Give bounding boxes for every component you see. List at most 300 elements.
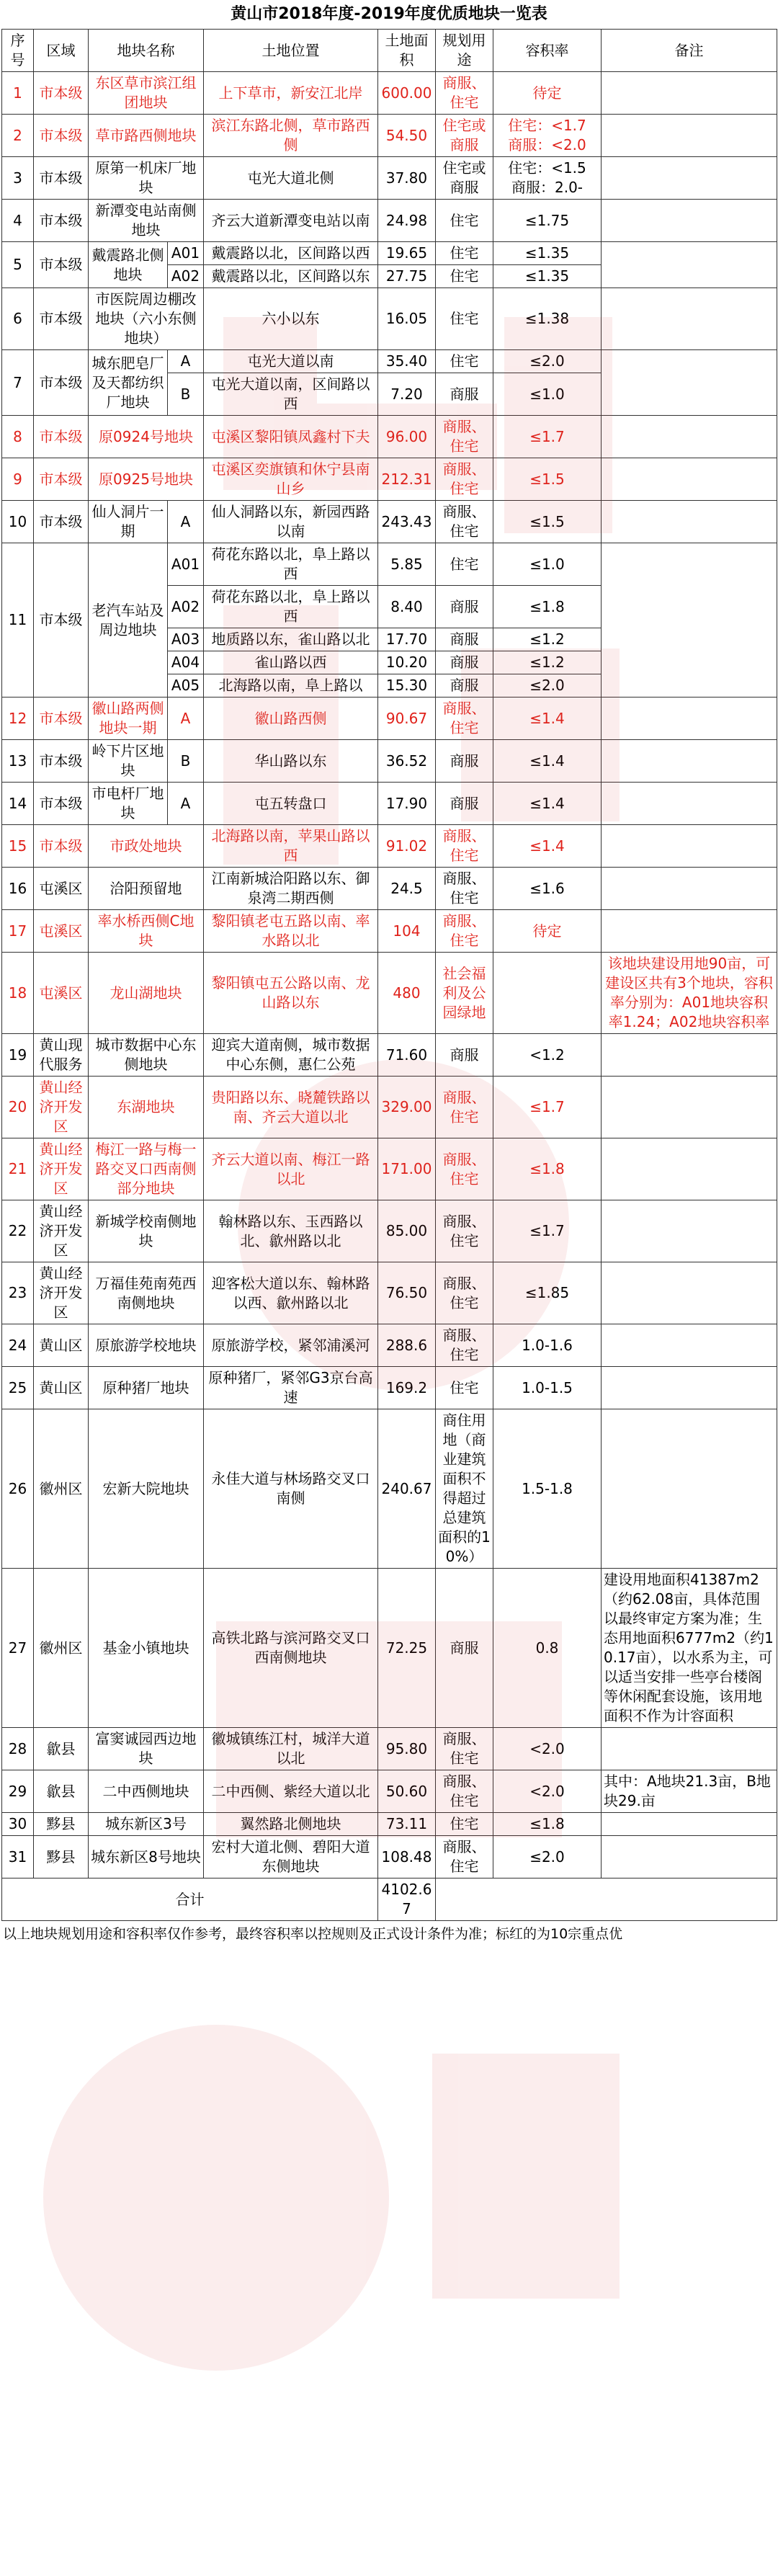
cell-no: 25 — [2, 1367, 34, 1409]
table-row — [2, 1409, 777, 1569]
table-row — [2, 1262, 777, 1324]
cell-size: 91.02 — [378, 825, 436, 868]
cell-location: 黎阳镇老屯五路以南、率水路以北 — [204, 910, 378, 953]
cell-size: 171.00 — [378, 1138, 436, 1200]
cell-location: 高铁北路与滨河路交叉口西南侧地块 — [204, 1569, 378, 1728]
cell-area: 市本级 — [34, 157, 89, 200]
cell-area: 歙县 — [34, 1728, 89, 1770]
cell-area: 市本级 — [34, 288, 89, 350]
cell-use: 商服 — [436, 586, 493, 628]
cell-area: 屯溪区 — [34, 953, 89, 1034]
cell-location: 戴震路以北，区间路以东 — [204, 265, 378, 288]
cell-no: 7 — [2, 350, 34, 416]
cell-size: 288.6 — [378, 1324, 436, 1367]
cell-area: 市本级 — [34, 416, 89, 458]
cell-name: 岭下片区地块 — [89, 740, 168, 783]
cell-sub: B — [168, 740, 204, 783]
col-header: 地块名称 — [89, 30, 204, 72]
cell-name: 梅江一路与梅一路交叉口西南侧部分地块 — [89, 1138, 204, 1200]
footnote: 以上地块规划用途和容积率仅作参考，最终容积率以控规则及正式设计条件为准；标红的为10宗重点优 — [3, 1926, 623, 1942]
cell-far: 0.8 — [493, 1569, 602, 1728]
cell-name: 原种猪厂地块 — [89, 1367, 204, 1409]
cell-use: 住宅 — [436, 543, 493, 586]
cell-far: ≤1.7 — [493, 1077, 602, 1138]
cell-area: 黟县 — [34, 1836, 89, 1878]
cell-sub: A — [168, 501, 204, 543]
table-row — [2, 1200, 777, 1262]
col-header: 区域 — [34, 30, 89, 72]
cell-use: 商服、住宅 — [436, 1324, 493, 1367]
cell-no: 18 — [2, 953, 34, 1034]
cell-size: 36.52 — [378, 740, 436, 783]
cell-far: ≤1.7 — [493, 1200, 602, 1262]
cell-far: 1.0-1.6 — [493, 1324, 602, 1367]
cell-size: 10.20 — [378, 651, 436, 674]
cell-far: ≤1.2 — [493, 651, 602, 674]
cell-use: 商服、住宅 — [436, 72, 493, 115]
cell-location: 仙人洞路以东，新园西路以南 — [204, 501, 378, 543]
table-row — [2, 868, 777, 910]
cell-location: 原旅游学校，紧邻浦溪河 — [204, 1324, 378, 1367]
cell-use: 商服 — [436, 651, 493, 674]
cell-note — [602, 350, 777, 416]
cell-use: 社会福利及公园绿地 — [436, 953, 493, 1034]
cell-location: 屯溪区奕旗镇和休宁县南山乡 — [204, 458, 378, 501]
cell-name: 基金小镇地块 — [89, 1569, 204, 1728]
cell-name: 徽山路两侧地块一期 — [89, 698, 168, 740]
cell-location: 屯光大道以南 — [204, 350, 378, 373]
cell-use: 商服 — [436, 373, 493, 416]
cell-size: 27.75 — [378, 265, 436, 288]
cell-size: 212.31 — [378, 458, 436, 501]
cell-far: <2.0 — [493, 1728, 602, 1770]
table-row — [2, 910, 777, 953]
cell-name: 城东肥皂厂及天都纺织厂地块 — [89, 350, 168, 416]
cell-note — [602, 698, 777, 740]
cell-no: 17 — [2, 910, 34, 953]
cell-no: 30 — [2, 1813, 34, 1836]
cell-sub: A04 — [168, 651, 204, 674]
cell-note — [602, 200, 777, 242]
cell-area: 市本级 — [34, 115, 89, 157]
cell-far: ≤1.75 — [493, 200, 602, 242]
cell-far: <1.2 — [493, 1034, 602, 1077]
cell-far: ≤1.5 — [493, 458, 602, 501]
cell-use: 商服 — [436, 783, 493, 825]
table-row — [2, 1569, 777, 1728]
cell-area: 黟县 — [34, 1813, 89, 1836]
table-row — [2, 350, 777, 373]
col-header: 规划用途 — [436, 30, 493, 72]
cell-use: 商服、住宅 — [436, 1262, 493, 1324]
cell-far: ≤2.0 — [493, 350, 602, 373]
cell-use: 住宅 — [436, 265, 493, 288]
cell-size: 85.00 — [378, 1200, 436, 1262]
cell-note — [602, 1836, 777, 1878]
cell-name: 城东新区3号 — [89, 1813, 204, 1836]
table-row — [2, 1813, 777, 1836]
cell-note — [602, 868, 777, 910]
cell-no: 6 — [2, 288, 34, 350]
cell-far: 住宅：<1.5 商服：2.0- — [493, 157, 602, 200]
cell-use: 住宅 — [436, 200, 493, 242]
cell-no: 14 — [2, 783, 34, 825]
cell-use: 商服、住宅 — [436, 1836, 493, 1878]
cell-use: 商住用地（商业建筑面积不得超过总建筑面积的10%） — [436, 1409, 493, 1569]
cell-far: ≤1.2 — [493, 628, 602, 651]
cell-location: 江南新城洽阳路以东、御泉湾二期西侧 — [204, 868, 378, 910]
cell-use: 商服、住宅 — [436, 1200, 493, 1262]
cell-size: 90.67 — [378, 698, 436, 740]
cell-use: 商服 — [436, 1569, 493, 1728]
cell-note: 该地块建设用地90亩，可建设区共有3个地块，容积率分别为：A01地块容积率1.24；A02地块容积率 — [602, 953, 777, 1034]
cell-name: 东区草市滨江组团地块 — [89, 72, 204, 115]
cell-size: 8.40 — [378, 586, 436, 628]
cell-no: 29 — [2, 1770, 34, 1813]
col-header: 土地面积 — [378, 30, 436, 72]
cell-far: 住宅：<1.7 商服：<2.0 — [493, 115, 602, 157]
cell-area: 黄山现代服务 — [34, 1034, 89, 1077]
cell-area: 市本级 — [34, 825, 89, 868]
cell-location: 六小以东 — [204, 288, 378, 350]
cell-size: 17.70 — [378, 628, 436, 651]
cell-note — [602, 72, 777, 115]
cell-area: 黄山经济开发区 — [34, 1077, 89, 1138]
cell-no: 3 — [2, 157, 34, 200]
cell-sub: A02 — [168, 586, 204, 628]
cell-name: 戴震路北侧地块 — [89, 242, 168, 288]
cell-far: ≤1.4 — [493, 825, 602, 868]
table-row — [2, 1770, 777, 1813]
cell-location: 徽城镇练江村，城洋大道以北 — [204, 1728, 378, 1770]
cell-area: 市本级 — [34, 72, 89, 115]
cell-note — [602, 1324, 777, 1367]
cell-name: 万福佳苑南苑西南侧地块 — [89, 1262, 204, 1324]
cell-size: 73.11 — [378, 1813, 436, 1836]
cell-use: 住宅 — [436, 288, 493, 350]
cell-sub: B — [168, 373, 204, 416]
cell-no: 21 — [2, 1138, 34, 1200]
table-row — [2, 543, 777, 586]
cell-sub: A01 — [168, 543, 204, 586]
cell-area: 黄山区 — [34, 1367, 89, 1409]
cell-use: 商服、住宅 — [436, 501, 493, 543]
cell-location: 荷花东路以北，阜上路以西 — [204, 586, 378, 628]
cell-location: 上下草市，新安江北岸 — [204, 72, 378, 115]
cell-no: 4 — [2, 200, 34, 242]
cell-location: 宏村大道北侧、碧阳大道东侧地块 — [204, 1836, 378, 1878]
cell-far: ≤1.5 — [493, 501, 602, 543]
cell-note — [602, 1813, 777, 1836]
cell-location: 原种猪厂，紧邻G3京台高速 — [204, 1367, 378, 1409]
cell-far: 1.0-1.5 — [493, 1367, 602, 1409]
total-row — [2, 1878, 777, 1921]
cell-area: 屯溪区 — [34, 868, 89, 910]
cell-area: 黄山经济开发区 — [34, 1200, 89, 1262]
cell-location: 贵阳路以东、晓麓铁路以南、齐云大道以北 — [204, 1077, 378, 1138]
cell-use: 住宅或商服 — [436, 115, 493, 157]
cell-far: ≤1.4 — [493, 740, 602, 783]
cell-area: 市本级 — [34, 783, 89, 825]
cell-note — [602, 1262, 777, 1324]
cell-sub: A — [168, 783, 204, 825]
col-header: 土地位置 — [204, 30, 378, 72]
cell-far: ≤1.8 — [493, 586, 602, 628]
cell-location: 迎客松大道以东、翰林路以西、歙州路以北 — [204, 1262, 378, 1324]
table-row — [2, 501, 777, 543]
cell-location: 华山路以东 — [204, 740, 378, 783]
cell-no: 16 — [2, 868, 34, 910]
cell-note — [602, 1034, 777, 1077]
cell-name: 新城学校南侧地块 — [89, 1200, 204, 1262]
cell-use: 住宅 — [436, 1813, 493, 1836]
cell-location: 雀山路以西 — [204, 651, 378, 674]
cell-area: 市本级 — [34, 242, 89, 288]
cell-use: 商服、住宅 — [436, 1077, 493, 1138]
table-row — [2, 1138, 777, 1200]
cell-no: 26 — [2, 1409, 34, 1569]
cell-size: 37.80 — [378, 157, 436, 200]
cell-note — [602, 501, 777, 543]
table-row — [2, 1077, 777, 1138]
cell-far: ≤1.38 — [493, 288, 602, 350]
col-header: 备注 — [602, 30, 777, 72]
cell-size: 108.48 — [378, 1836, 436, 1878]
cell-use: 商服 — [436, 740, 493, 783]
cell-size: 50.60 — [378, 1770, 436, 1813]
cell-location: 北海路以南，苹果山路以西 — [204, 825, 378, 868]
cell-note — [602, 825, 777, 868]
cell-no: 9 — [2, 458, 34, 501]
cell-note: 其中：A地块21.3亩，B地块29.亩 — [602, 1770, 777, 1813]
table-row — [2, 416, 777, 458]
table-row — [2, 1367, 777, 1409]
cell-note — [602, 783, 777, 825]
cell-no: 13 — [2, 740, 34, 783]
cell-area: 市本级 — [34, 543, 89, 698]
cell-use: 商服、住宅 — [436, 1728, 493, 1770]
cell-far: ≤1.4 — [493, 783, 602, 825]
cell-sub: A — [168, 350, 204, 373]
cell-size: 72.25 — [378, 1569, 436, 1728]
cell-use: 商服 — [436, 674, 493, 698]
cell-name: 市电杆厂地块 — [89, 783, 168, 825]
cell-no: 28 — [2, 1728, 34, 1770]
cell-area: 徽州区 — [34, 1409, 89, 1569]
total-label: 合计 — [2, 1878, 378, 1921]
cell-far: ≤1.6 — [493, 868, 602, 910]
cell-no: 8 — [2, 416, 34, 458]
cell-no: 22 — [2, 1200, 34, 1262]
cell-note — [602, 1409, 777, 1569]
cell-size: 24.98 — [378, 200, 436, 242]
cell-size: 54.50 — [378, 115, 436, 157]
cell-name: 市医院周边棚改地块（六小东侧地块） — [89, 288, 204, 350]
table-row — [2, 288, 777, 350]
cell-area: 黄山经济开发区 — [34, 1262, 89, 1324]
cell-use: 商服、住宅 — [436, 825, 493, 868]
cell-area: 市本级 — [34, 458, 89, 501]
cell-use: 商服 — [436, 628, 493, 651]
cell-location: 屯光大道北侧 — [204, 157, 378, 200]
cell-note — [602, 1367, 777, 1409]
cell-area: 黄山区 — [34, 1324, 89, 1367]
col-header: 容积率 — [493, 30, 602, 72]
cell-location: 二中西侧、紫经大道以北 — [204, 1770, 378, 1813]
cell-no: 2 — [2, 115, 34, 157]
cell-name: 率水桥西侧C地块 — [89, 910, 204, 953]
cell-note — [602, 1728, 777, 1770]
cell-no: 19 — [2, 1034, 34, 1077]
cell-no: 1 — [2, 72, 34, 115]
cell-location: 荷花东路以北，阜上路以西 — [204, 543, 378, 586]
cell-size: 76.50 — [378, 1262, 436, 1324]
cell-far — [493, 953, 602, 1034]
cell-far: ≤1.35 — [493, 265, 602, 288]
cell-name: 东湖地块 — [89, 1077, 204, 1138]
cell-location: 翼然路北侧地块 — [204, 1813, 378, 1836]
cell-note — [602, 458, 777, 501]
total-value: 4102.67 — [378, 1878, 436, 1921]
cell-size: 16.05 — [378, 288, 436, 350]
cell-location: 北海路以南，阜上路以 — [204, 674, 378, 698]
table-row — [2, 953, 777, 1034]
cell-size: 5.85 — [378, 543, 436, 586]
table-row — [2, 157, 777, 200]
cell-far: ≤1.4 — [493, 698, 602, 740]
cell-size: 104 — [378, 910, 436, 953]
cell-name: 原0925号地块 — [89, 458, 204, 501]
cell-no: 20 — [2, 1077, 34, 1138]
col-header: 序号 — [2, 30, 34, 72]
cell-size: 169.2 — [378, 1367, 436, 1409]
cell-no: 12 — [2, 698, 34, 740]
cell-note: 建设用地面积41387m2（约62.08亩，具体范围以最终审定方案为准；生态用地面积6777m2（约10.17亩），以水系为主，可以适当安排一些亭台楼阁等休闲配套设施，该用地面积不作为计容面积 — [602, 1569, 777, 1728]
cell-area: 市本级 — [34, 698, 89, 740]
cell-location: 齐云大道新潭变电站以南 — [204, 200, 378, 242]
cell-area: 徽州区 — [34, 1569, 89, 1728]
cell-name: 宏新大院地块 — [89, 1409, 204, 1569]
cell-location: 翰林路以东、玉西路以北、歙州路以北 — [204, 1200, 378, 1262]
cell-no: 27 — [2, 1569, 34, 1728]
cell-far: 1.5-1.8 — [493, 1409, 602, 1569]
cell-area: 屯溪区 — [34, 910, 89, 953]
cell-no: 10 — [2, 501, 34, 543]
cell-size: 243.43 — [378, 501, 436, 543]
cell-far: ≤2.0 — [493, 674, 602, 698]
cell-no: 11 — [2, 543, 34, 698]
table-row — [2, 72, 777, 115]
cell-use: 商服、住宅 — [436, 416, 493, 458]
cell-size: 15.30 — [378, 674, 436, 698]
cell-size: 240.67 — [378, 1409, 436, 1569]
sheet-title: 黄山市2018年度-2019年度优质地块一览表 — [231, 5, 547, 23]
cell-location: 屯光大道以南，区间路以西 — [204, 373, 378, 416]
cell-note — [602, 242, 777, 288]
cell-location: 滨江东路北侧，草市路西侧 — [204, 115, 378, 157]
cell-note — [602, 1138, 777, 1200]
cell-note — [602, 416, 777, 458]
cell-far: <2.0 — [493, 1770, 602, 1813]
cell-note — [602, 1077, 777, 1138]
cell-use: 住宅 — [436, 242, 493, 265]
cell-area: 歙县 — [34, 1770, 89, 1813]
cell-location: 屯五转盘口 — [204, 783, 378, 825]
cell-location: 地质路以东，雀山路以北 — [204, 628, 378, 651]
cell-far: ≤1.7 — [493, 416, 602, 458]
table-row — [2, 458, 777, 501]
cell-size: 480 — [378, 953, 436, 1034]
cell-name: 城东新区8号地块 — [89, 1836, 204, 1878]
cell-name: 老汽车站及周边地块 — [89, 543, 168, 698]
cell-area: 市本级 — [34, 350, 89, 416]
cell-far: ≤2.0 — [493, 1836, 602, 1878]
cell-far: ≤1.35 — [493, 242, 602, 265]
cell-name: 富窦诚园西边地块 — [89, 1728, 204, 1770]
parcel-table — [1, 29, 777, 1921]
table-row — [2, 1034, 777, 1077]
cell-name: 原旅游学校地块 — [89, 1324, 204, 1367]
cell-use: 住宅或商服 — [436, 157, 493, 200]
cell-name: 仙人洞片一期 — [89, 501, 168, 543]
cell-use: 住宅 — [436, 1367, 493, 1409]
table-row — [2, 1836, 777, 1878]
cell-name: 原0924号地块 — [89, 416, 204, 458]
cell-location: 黎阳镇屯五公路以南、龙山路以东 — [204, 953, 378, 1034]
cell-use: 商服、住宅 — [436, 910, 493, 953]
cell-name: 二中西侧地块 — [89, 1770, 204, 1813]
cell-size: 24.5 — [378, 868, 436, 910]
cell-size: 96.00 — [378, 416, 436, 458]
cell-name: 草市路西侧地块 — [89, 115, 204, 157]
cell-use: 商服、住宅 — [436, 1138, 493, 1200]
cell-sub: A02 — [168, 265, 204, 288]
cell-sub: A03 — [168, 628, 204, 651]
table-row — [2, 740, 777, 783]
table-row — [2, 825, 777, 868]
cell-note — [602, 740, 777, 783]
cell-name: 新潭变电站南侧地块 — [89, 200, 204, 242]
cell-location: 齐云大道以南、梅江一路以北 — [204, 1138, 378, 1200]
table-row — [2, 115, 777, 157]
cell-size: 17.90 — [378, 783, 436, 825]
cell-use: 住宅 — [436, 350, 493, 373]
cell-sub: A — [168, 698, 204, 740]
cell-note — [602, 115, 777, 157]
cell-note — [602, 910, 777, 953]
cell-size: 35.40 — [378, 350, 436, 373]
total-blank — [436, 1878, 777, 1921]
cell-location: 徽山路西侧 — [204, 698, 378, 740]
cell-no: 24 — [2, 1324, 34, 1367]
cell-note — [602, 1200, 777, 1262]
table-row — [2, 1728, 777, 1770]
table-row — [2, 698, 777, 740]
cell-size: 7.20 — [378, 373, 436, 416]
cell-use: 商服、住宅 — [436, 698, 493, 740]
table-row — [2, 242, 777, 265]
cell-no: 31 — [2, 1836, 34, 1878]
cell-far: ≤1.8 — [493, 1138, 602, 1200]
cell-name: 原第一机床厂地块 — [89, 157, 204, 200]
cell-far: ≤1.8 — [493, 1813, 602, 1836]
cell-sub: A05 — [168, 674, 204, 698]
cell-size: 71.60 — [378, 1034, 436, 1077]
cell-use: 商服、住宅 — [436, 458, 493, 501]
table-row — [2, 783, 777, 825]
cell-far: 待定 — [493, 910, 602, 953]
cell-name: 市政处地块 — [89, 825, 204, 868]
